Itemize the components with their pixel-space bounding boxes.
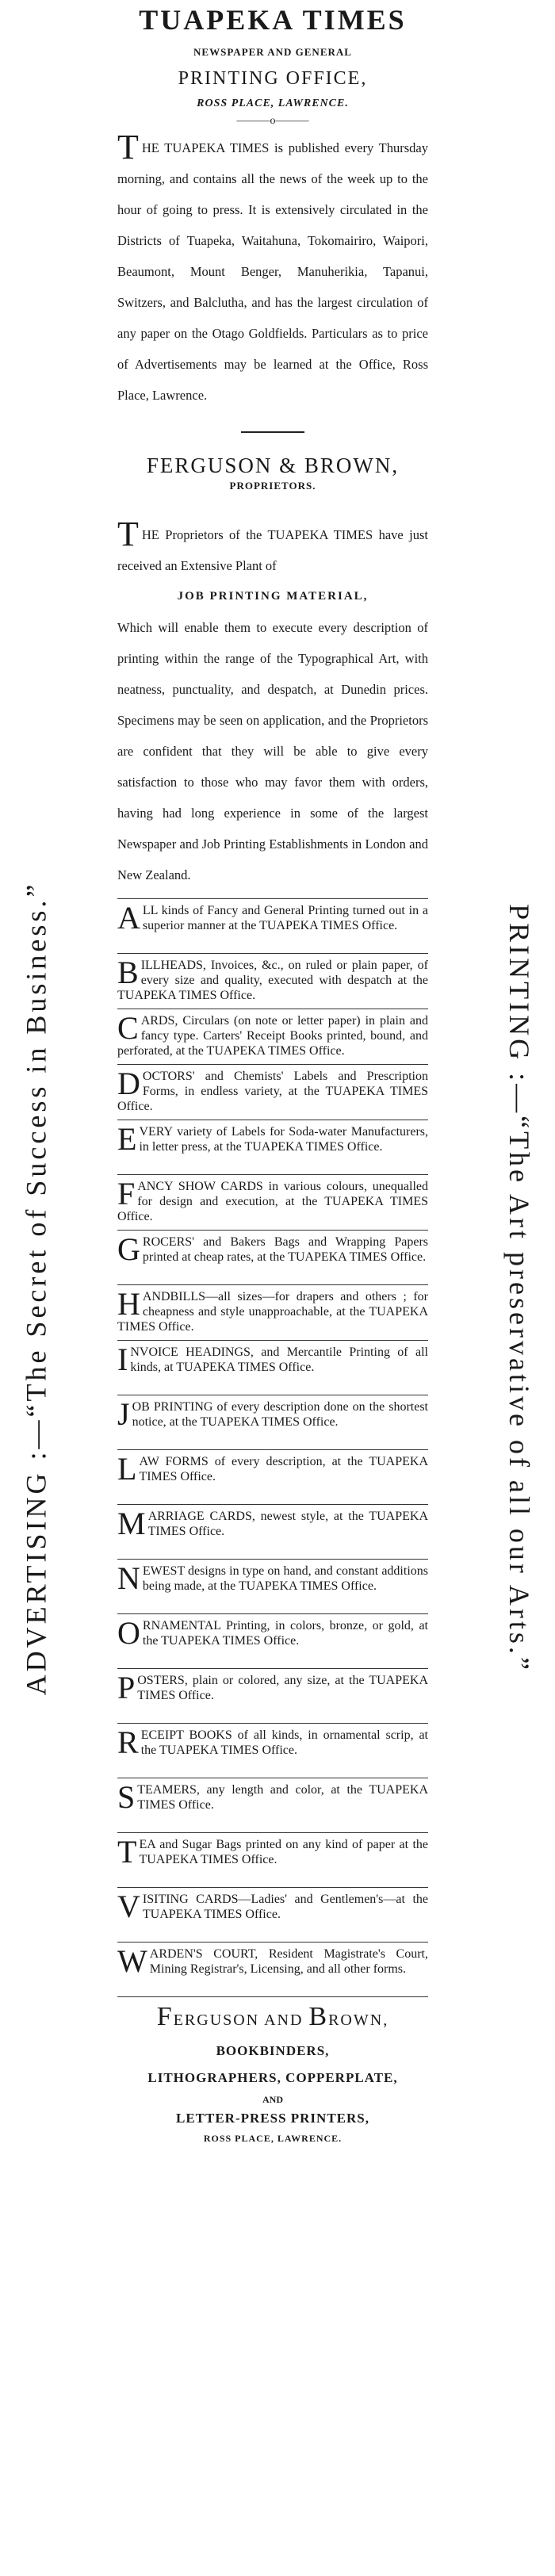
ad-dropcap: M [117,1506,146,1541]
advertisement-column [117,0,428,2145]
side-banner-printing [484,0,555,2576]
masthead-office: PRINTING OFFICE, [178,68,368,89]
ad-dropcap: G [117,1231,140,1267]
ad-dropcap: H [117,1286,140,1322]
intro-dropcap: T [117,128,139,167]
ad-dropcap: T [117,1834,137,1870]
masthead-title: TUAPEKA TIMES [139,4,407,36]
ad-item [117,1065,428,1120]
ad-item [117,1614,428,1669]
masthead-place: ROSS PLACE, LAWRENCE. [197,98,349,109]
plant-paragraph [117,515,428,581]
ad-item [117,1175,428,1231]
ad-dropcap: C [117,1010,139,1046]
ad-text: VERY variety of Labels for Soda-water Manufacturers, in letter press, at the TUAPEKA TIMES Office. [139,1125,428,1154]
ad-dropcap: B [117,955,139,990]
ad-item [117,1505,428,1560]
ad-text: ARDEN'S COURT, Resident Magistrate's Court, Mining Registrar's, Licensing, and all other forms. [149,1947,428,1976]
ad-text: EWEST designs in type on hand, and constant additions being made, at the TUAPEKA TIMES Office. [142,1564,428,1593]
ad-text: ILLHEADS, Invoices, &c., on ruled or plain paper, of every size and quality, executed with despatch at the TUAPEKA TIMES Office. [117,959,428,1002]
imprint-firm [117,2002,428,2032]
ad-item [117,1724,428,1778]
plant-lead: HE Proprietors of the TUAPEKA TIMES have just received an Extensive Plant of [117,527,428,573]
ad-dropcap: O [117,1615,140,1651]
ad-item [117,1009,428,1065]
ad-text: ECEIPT BOOKS of all kinds, in ornamental scrip, at the TUAPEKA TIMES Office. [140,1728,428,1757]
ad-text: EA and Sugar Bags printed on any kind of paper at the TUAPEKA TIMES Office. [139,1838,428,1866]
ad-item [117,1943,428,1997]
ad-text: TEAMERS, any length and color, at the TUAPEKA TIMES Office. [137,1783,428,1812]
imprint-line-letterpress: LETTER-PRESS PRINTERS, [175,2111,369,2126]
ad-item [117,1778,428,1833]
intro-text: HE TUAPEKA TIMES is published every Thursday morning, and contains all the news of the week up to the hour of going to press. It is extensively circulated in the Districts of Tuapeka, Waitahuna, Tokomairiro, Waipori, Beaumont, Mount Benger, Manuherikia, Tapanui, Switzers, and Balclutha, and has the largest circulation of any paper on the Otago Goldfields. Particulars as to price of Advertisements may be learned at the Office, Ross Place, Lawrence. [117,140,428,403]
imprint-part1: ERGUSON AND [173,2011,304,2029]
proprietor-name: FERGUSON & BROWN, [146,454,400,477]
ad-item [117,1669,428,1724]
ad-text: NVOICE HEADINGS, and Mercantile Printing of all kinds, at TUAPEKA TIMES Office. [130,1345,428,1374]
ad-text: ARRIAGE CARDS, newest style, at the TUAPEKA TIMES Office. [147,1510,428,1538]
ad-text: OB PRINTING of every description done on the shortest notice, at the TUAPEKA TIMES Office. [132,1400,428,1429]
ad-item [117,1231,428,1285]
masthead-subtitle: NEWSPAPER AND GENERAL [193,46,352,58]
ad-dropcap: L [117,1451,137,1487]
ad-text: ROCERS' and Bakers Bags and Wrapping Papers printed at cheap rates, at the TUAPEKA TIMES Office. [142,1235,428,1264]
ad-dropcap: J [117,1396,130,1432]
ad-dropcap: E [117,1121,137,1157]
ad-text: ISITING CARDS—Ladies' and Gentlemen's—at the TUAPEKA TIMES Office. [142,1893,428,1921]
ad-dropcap: D [117,1066,140,1101]
ad-dropcap: V [117,1889,140,1924]
ad-item [117,1120,428,1175]
imprint-and: AND [262,2094,283,2105]
classified-list [117,898,428,1997]
ad-text: OSTERS, plain or colored, any size, at the TUAPEKA TIMES Office. [137,1674,428,1702]
ad-text: LL kinds of Fancy and General Printing turned out in a superior manner at the TUAPEKA TIMES Office. [142,904,428,932]
imprint-cap-b: B [308,2002,329,2031]
ad-text: ARDS, Circulars (on note or letter paper) in plain and fancy type. Carters' Receipt Books printed, bound, and perforated, at the TUAPEKA TIMES Office. [117,1014,428,1058]
ad-text: AW FORMS of every description, at the TUAPEKA TIMES Office. [139,1455,428,1483]
ad-item [117,1395,428,1450]
ad-item [117,1888,428,1943]
ad-dropcap: W [117,1943,147,1979]
ad-dropcap: A [117,900,140,936]
proprietor-role: PROPRIETORS. [229,480,316,492]
imprint-part2: ROWN, [328,2011,389,2029]
section-divider [241,431,304,433]
ad-item [117,954,428,1009]
ad-text: ANDBILLS—all sizes—for drapers and others ; for cheapness and style unapproachable, at the TUAPEKA TIMES Office. [117,1290,428,1334]
ad-item [117,1450,428,1505]
ad-item [117,1560,428,1614]
ad-text: OCTORS' and Chemists' Labels and Prescription Forms, in endless variety, at the TUAPEKA TIMES Office. [117,1070,428,1113]
imprint-cap-f: F [156,2002,174,2031]
side-banner-right-text: PRINTING :—“The Art preservative of all our Arts.” [503,903,535,1673]
imprint-place: ROSS PLACE, LAWRENCE. [203,2133,343,2144]
ad-item [117,1833,428,1888]
imprint-line-bookbinders: BOOKBINDERS, [216,2043,330,2058]
ad-item [117,1341,428,1395]
ad-dropcap: I [117,1342,128,1377]
ad-dropcap: S [117,1779,136,1815]
ad-text: RNAMENTAL Printing, in colors, bronze, or gold, at the TUAPEKA TIMES Office. [142,1619,428,1648]
plant-dropcap: T [117,515,139,553]
side-banner-left-text: ADVERTISING :—“The Secret of Success in Business.” [20,881,52,1695]
ad-dropcap: F [117,1176,136,1211]
ad-dropcap: P [117,1670,136,1705]
printer-imprint [117,2002,428,2145]
imprint-line-lithographers: LITHOGRAPHERS, COPPERPLATE, [147,2070,398,2085]
ad-dropcap: N [117,1560,140,1596]
ad-item [117,898,428,954]
ad-dropcap: R [117,1724,139,1760]
side-banner-advertising [0,0,71,2576]
plant-body: Which will enable them to execute every description of printing within the range of the Typographical Art, with neatness, punctuality, and despatch, at Dunedin prices. Specimens may be seen on application, and the Proprietors are confident that they will be able to give every satisfaction to those who may favor them with orders, having had long experience in some of the largest Newspaper and Job Printing Establishments in London and New Zealand. [117,620,428,882]
intro-paragraph [117,128,428,411]
plant-heading: JOB PRINTING MATERIAL, [177,590,369,603]
ad-text: ANCY SHOW CARDS in various colours, unequalled for design and execution, at the TUAPEKA TIMES Office. [117,1180,428,1223]
masthead-ornament: ———o——— [236,115,309,127]
ad-item [117,1285,428,1341]
